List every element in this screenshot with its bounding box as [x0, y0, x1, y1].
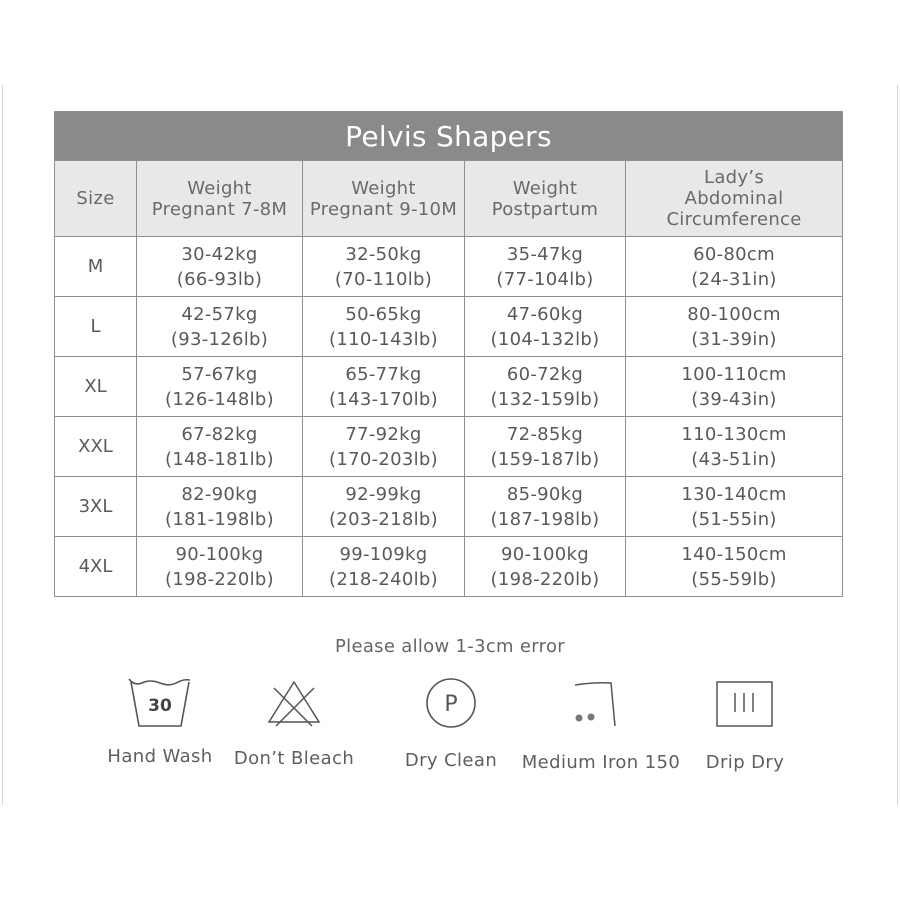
care-dont-bleach	[209, 676, 379, 769]
table-cell: 50-65kg (110-143lb)	[303, 297, 465, 357]
table-cell: 110-130cm (43-51in)	[626, 417, 843, 477]
table-header-row	[55, 161, 843, 237]
table-cell: 140-150cm (55-59lb)	[626, 537, 843, 597]
column-header-abdominal-circumference: Lady’s Abdominal Circumference	[626, 161, 843, 237]
table-cell: 130-140cm (51-55in)	[626, 477, 843, 537]
table-cell: 65-77kg (143-170lb)	[303, 357, 465, 417]
size-cell: M	[55, 237, 137, 297]
size-cell: L	[55, 297, 137, 357]
size-cell: 3XL	[55, 477, 137, 537]
right-edge-line	[897, 85, 898, 805]
hand-wash-icon	[126, 676, 194, 732]
medium-iron-label: Medium Iron 150	[521, 752, 681, 773]
table-row	[55, 357, 843, 417]
column-header-postpartum: Weight Postpartum	[465, 161, 626, 237]
dont-bleach-label: Don’t Bleach	[233, 748, 355, 769]
column-header-size: Size	[55, 161, 137, 237]
table-cell: 85-90kg (187-198lb)	[465, 477, 626, 537]
table-row	[55, 297, 843, 357]
svg-text:30: 30	[148, 696, 172, 716]
table-cell: 30-42kg (66-93lb)	[137, 237, 303, 297]
table-cell: 42-57kg (93-126lb)	[137, 297, 303, 357]
size-chart-table	[54, 111, 843, 597]
no-bleach-icon	[264, 676, 324, 730]
dry-clean-label: Dry Clean	[404, 750, 498, 771]
size-error-note: Please allow 1-3cm error	[335, 636, 565, 657]
table-title: Pelvis Shapers	[55, 112, 843, 161]
dry-clean-icon	[423, 676, 479, 732]
table-cell: 90-100kg (198-220lb)	[465, 537, 626, 597]
table-cell: 47-60kg (104-132lb)	[465, 297, 626, 357]
size-cell: XL	[55, 357, 137, 417]
table-cell: 99-109kg (218-240lb)	[303, 537, 465, 597]
table-cell: 77-92kg (170-203lb)	[303, 417, 465, 477]
table-cell: 72-85kg (159-187lb)	[465, 417, 626, 477]
left-edge-line	[2, 85, 3, 805]
table-cell: 60-72kg (132-159lb)	[465, 357, 626, 417]
table-row	[55, 537, 843, 597]
svg-text:P: P	[444, 692, 458, 717]
table-cell: 32-50kg (70-110lb)	[303, 237, 465, 297]
table-cell: 80-100cm (31-39in)	[626, 297, 843, 357]
care-drip-dry	[660, 676, 830, 773]
care-dry-clean	[366, 676, 536, 771]
column-header-pregnant-9-10m: Weight Pregnant 9-10M	[303, 161, 465, 237]
table-row	[55, 477, 843, 537]
table-cell: 60-80cm (24-31in)	[626, 237, 843, 297]
hand-wash-label: Hand Wash	[107, 746, 213, 767]
size-cell: 4XL	[55, 537, 137, 597]
iron-icon	[569, 676, 633, 732]
table-cell: 82-90kg (181-198lb)	[137, 477, 303, 537]
table-cell: 67-82kg (148-181lb)	[137, 417, 303, 477]
table-row	[55, 237, 843, 297]
table-cell: 57-67kg (126-148lb)	[137, 357, 303, 417]
drip-dry-icon	[714, 676, 776, 732]
table-cell: 35-47kg (77-104lb)	[465, 237, 626, 297]
table-row	[55, 417, 843, 477]
table-cell: 90-100kg (198-220lb)	[137, 537, 303, 597]
size-cell: XXL	[55, 417, 137, 477]
drip-dry-label: Drip Dry	[705, 752, 785, 773]
table-cell: 92-99kg (203-218lb)	[303, 477, 465, 537]
column-header-pregnant-7-8m: Weight Pregnant 7-8M	[137, 161, 303, 237]
table-cell: 100-110cm (39-43in)	[626, 357, 843, 417]
